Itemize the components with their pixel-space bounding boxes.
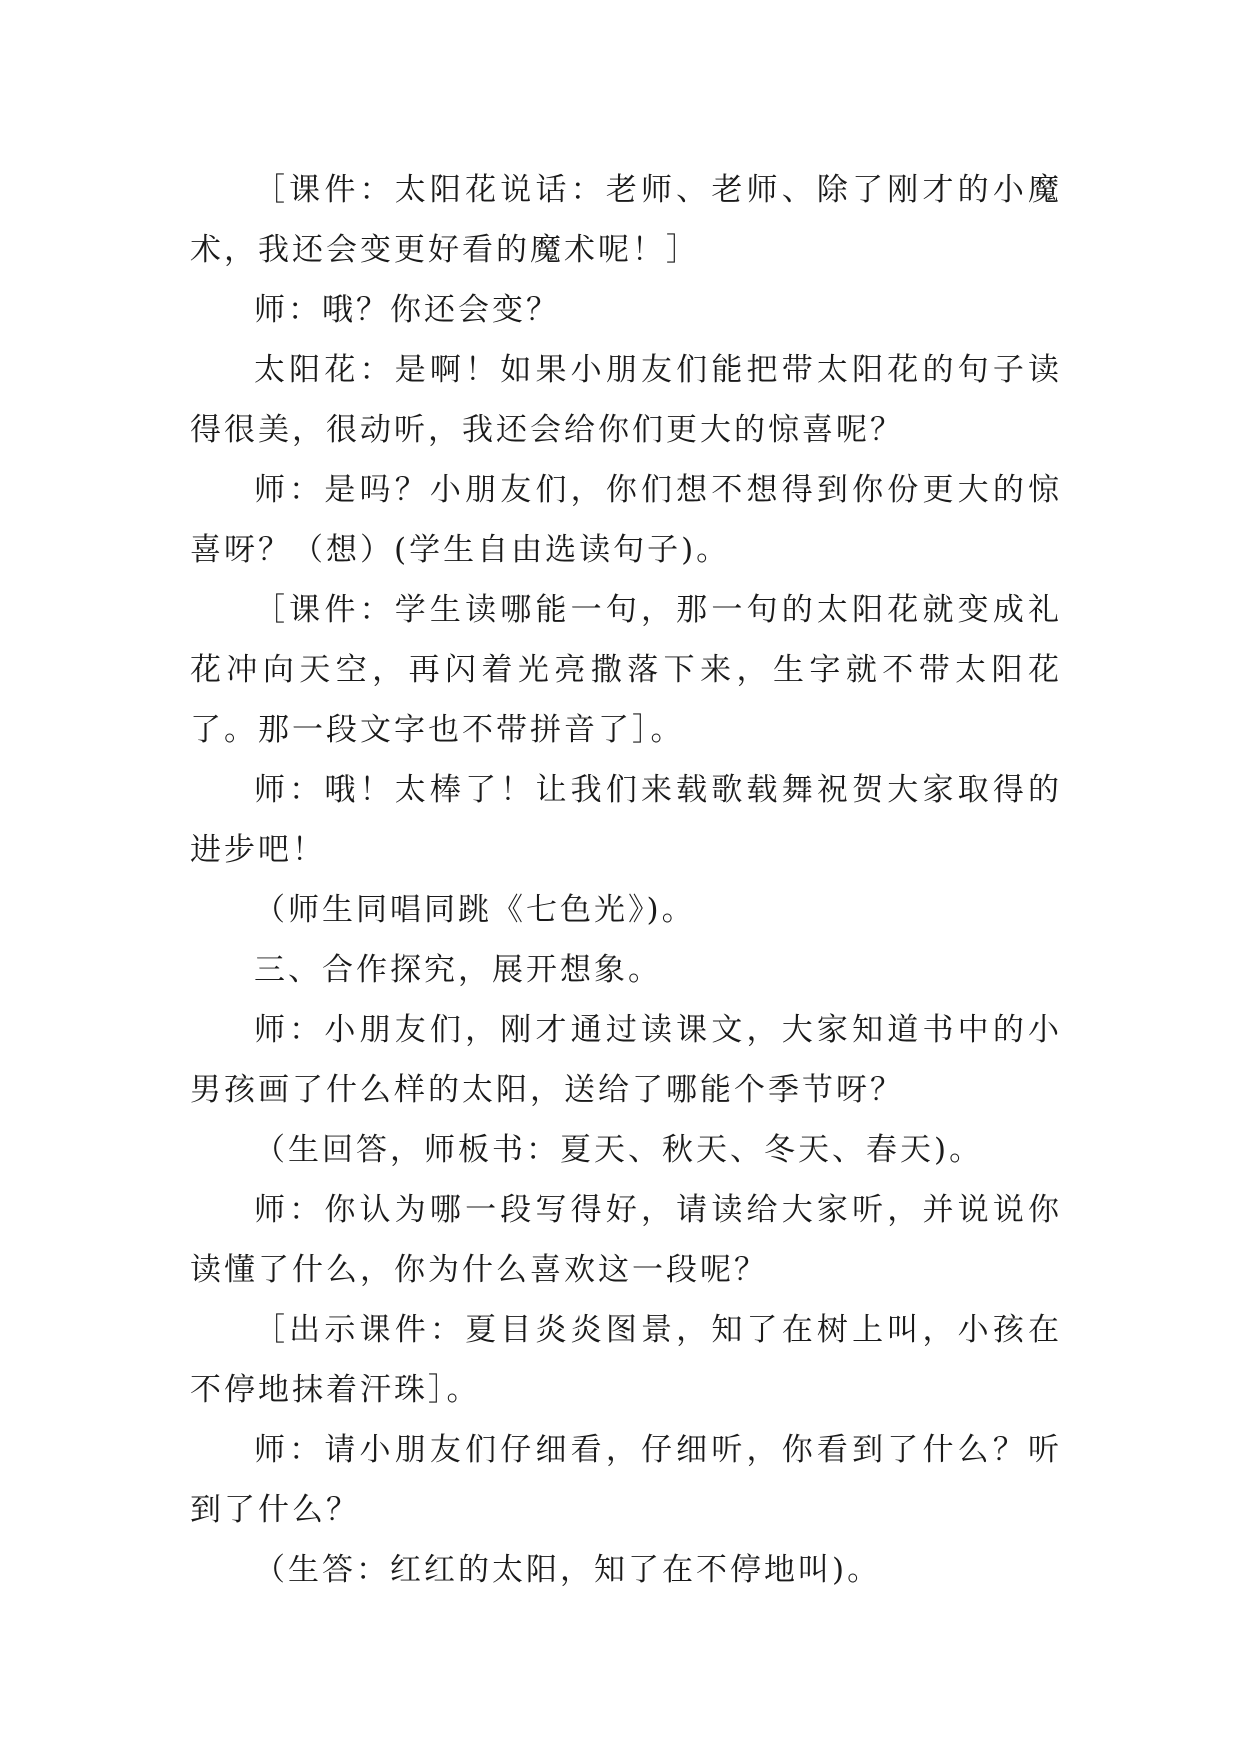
paragraph: 师：小朋友们，刚才通过读课文，大家知道书中的小男孩画了什么样的太阳，送给了哪能个季节呀？ xyxy=(190,1012,1062,1108)
paragraph: 师：请小朋友们仔细看，仔细听，你看到了什么？听到了什么？ xyxy=(190,1432,1062,1528)
paragraph: ［课件：学生读哪能一句，那一句的太阳花就变成礼花冲向天空，再闪着光亮撒落下来，生字就不带太阳花了。那一段文字也不带拼音了］。 xyxy=(190,592,1062,748)
paragraph: （师生同唱同跳《七色光》)。 xyxy=(254,892,696,928)
paragraph: 师：你认为哪一段写得好，请读给大家听，并说说你读懂了什么，你为什么喜欢这一段呢？ xyxy=(190,1192,1062,1288)
paragraph: 太阳花：是啊！如果小朋友们能把带太阳花的句子读得很美，很动听，我还会给你们更大的惊喜呢？ xyxy=(190,352,1062,448)
document-body xyxy=(190,160,1062,1600)
paragraph: 师：哦？你还会变？ xyxy=(254,292,560,328)
paragraph: （生回答，师板书：夏天、秋天、冬天、春天)。 xyxy=(254,1132,984,1168)
paragraph: ［出示课件：夏目炎炎图景，知了在树上叫，小孩在不停地抹着汗珠］。 xyxy=(190,1312,1062,1408)
paragraph: ［课件：太阳花说话：老师、老师、除了刚才的小魔术，我还会变更好看的魔术呢！］ xyxy=(190,172,1062,268)
section-heading: 三、合作探究，展开想象。 xyxy=(254,952,662,988)
paragraph: 师：是吗？小朋友们，你们想不想得到你份更大的惊喜呀？（想）(学生自由选读句子)。 xyxy=(190,472,1062,568)
paragraph: （生答：红红的太阳，知了在不停地叫)。 xyxy=(254,1552,882,1588)
paragraph: 师：哦！太棒了！让我们来载歌载舞祝贺大家取得的进步吧！ xyxy=(190,772,1062,868)
